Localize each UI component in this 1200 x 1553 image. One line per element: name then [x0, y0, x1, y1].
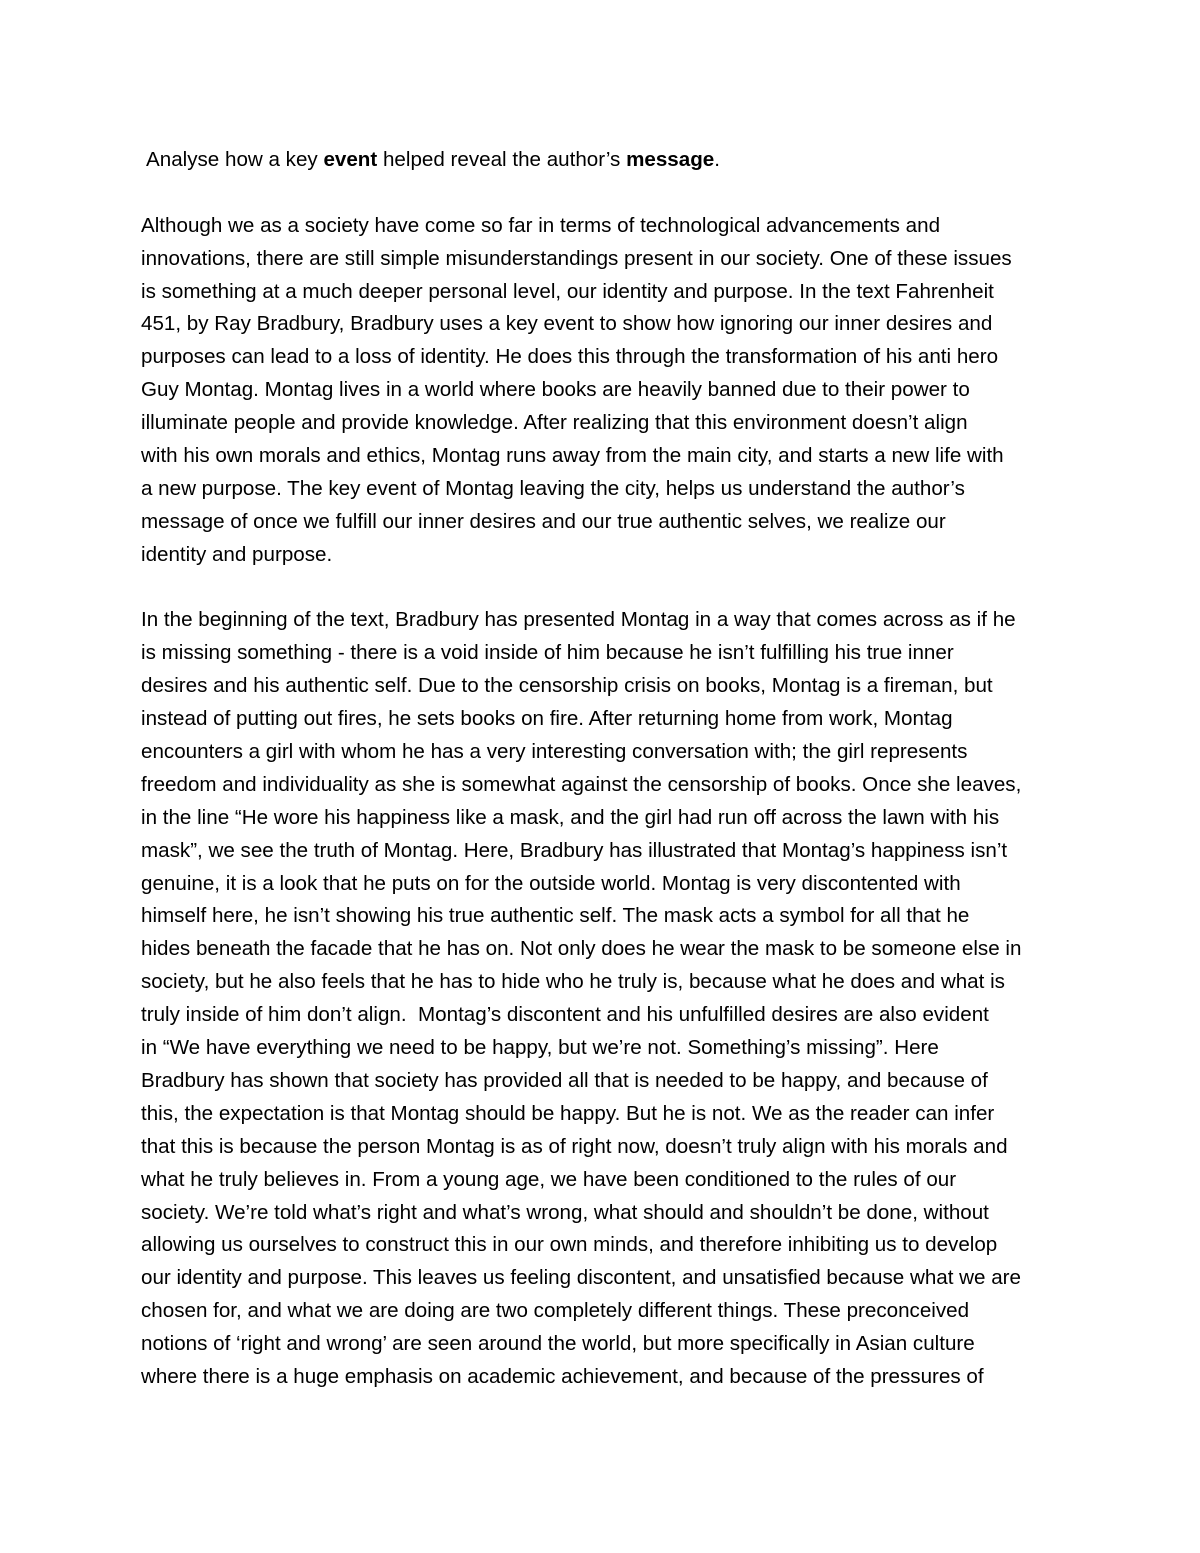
text-line: hides beneath the facade that he has on. Not only does he wear the mask to be someone else in: [141, 937, 1022, 961]
text-line: Bradbury has shown that society has provided all that is needed to be happy, and because of: [141, 1068, 988, 1092]
text-line: chosen for, and what we are doing are two completely different things. These preconceived: [141, 1299, 970, 1323]
text-line: instead of putting out fires, he sets books on fire. After returning home from work, Montag: [141, 707, 953, 731]
text-line: with his own morals and ethics, Montag runs away from the main city, and starts a new life with: [141, 444, 1004, 468]
text-line: mask”, we see the truth of Montag. Here, Bradbury has illustrated that Montag’s happiness isn’t: [141, 838, 1008, 862]
text-line: what he truly believes in. From a young age, we have been conditioned to the rules of our: [141, 1167, 957, 1191]
text-line: our identity and purpose. This leaves us feeling discontent, and unsatisfied because what we are: [141, 1266, 1021, 1290]
text-line: society, but he also feels that he has to hide who he truly is, because what he does and what is: [141, 970, 1005, 994]
text-line: himself here, he isn’t showing his true authentic self. The mask acts a symbol for all that he: [141, 904, 970, 928]
text-line: genuine, it is a look that he puts on for the outside world. Montag is very discontented with: [141, 871, 961, 895]
prompt-text-3: .: [714, 148, 720, 171]
text-line: is missing something - there is a void inside of him because he isn’t fulfilling his true inner: [141, 641, 954, 665]
text-line: innovations, there are still simple misunderstandings present in our society. One of these issues: [141, 246, 1012, 270]
text-line: society. We’re told what’s right and what’s wrong, what should and shouldn’t be done, without: [141, 1200, 989, 1224]
text-line: encounters a girl with whom he has a very interesting conversation with; the girl represents: [141, 740, 968, 764]
text-line: where there is a huge emphasis on academic achievement, and because of the pressures of: [141, 1364, 984, 1388]
text-line: freedom and individuality as she is somewhat against the censorship of books. Once she leaves,: [141, 772, 1022, 796]
text-line: this, the expectation is that Montag should be happy. But he is not. We as the reader can infer: [141, 1101, 995, 1125]
prompt-text-1: Analyse how a key: [146, 148, 324, 171]
essay-prompt: [141, 144, 1071, 177]
prompt-text-2: helped reveal the author’s: [377, 148, 627, 171]
prompt-bold-event: event: [323, 148, 378, 171]
prompt-bold-message: message: [626, 148, 715, 171]
text-line: notions of ‘right and wrong’ are seen around the world, but more specifically in Asian culture: [141, 1332, 975, 1356]
text-line: in the line “He wore his happiness like a mask, and the girl had run off across the lawn with his: [141, 805, 1000, 829]
paragraph-introduction: [141, 210, 1071, 572]
blank-line: [141, 572, 1071, 605]
text-line: purposes can lead to a loss of identity. He does this through the transformation of his anti hero: [141, 345, 999, 369]
text-line: message of once we fulfill our inner desires and our true authentic selves, we realize our: [141, 509, 946, 533]
text-line: 451, by Ray Bradbury, Bradbury uses a key event to show how ignoring our inner desires and: [141, 312, 993, 336]
essay-body: [141, 144, 1071, 1394]
blank-line: [141, 177, 1071, 210]
text-line: truly inside of him don’t align. Montag’s discontent and his unfulfilled desires are also evident: [141, 1003, 989, 1027]
text-line: is something at a much deeper personal level, our identity and purpose. In the text Fahrenheit: [141, 279, 994, 303]
text-line: desires and his authentic self. Due to the censorship crisis on books, Montag is a fireman, but: [141, 674, 993, 698]
text-line: a new purpose. The key event of Montag leaving the city, helps us understand the author’s: [141, 476, 965, 500]
text-line: that this is because the person Montag is as of right now, doesn’t truly align with his morals and: [141, 1134, 1008, 1158]
text-line: Guy Montag. Montag lives in a world where books are heavily banned due to their power to: [141, 378, 970, 402]
text-line: illuminate people and provide knowledge. After realizing that this environment doesn’t align: [141, 411, 968, 435]
text-line: Although we as a society have come so far in terms of technological advancements and: [141, 213, 941, 237]
text-line: In the beginning of the text, Bradbury has presented Montag in a way that comes across as if he: [141, 608, 1016, 632]
text-line: in “We have everything we need to be happy, but we’re not. Something’s missing”. Here: [141, 1036, 939, 1060]
paragraph-body-1: [141, 604, 1071, 1393]
text-line: allowing us ourselves to construct this in our own minds, and therefore inhibiting us to develop: [141, 1233, 998, 1257]
text-line: identity and purpose.: [141, 542, 333, 566]
